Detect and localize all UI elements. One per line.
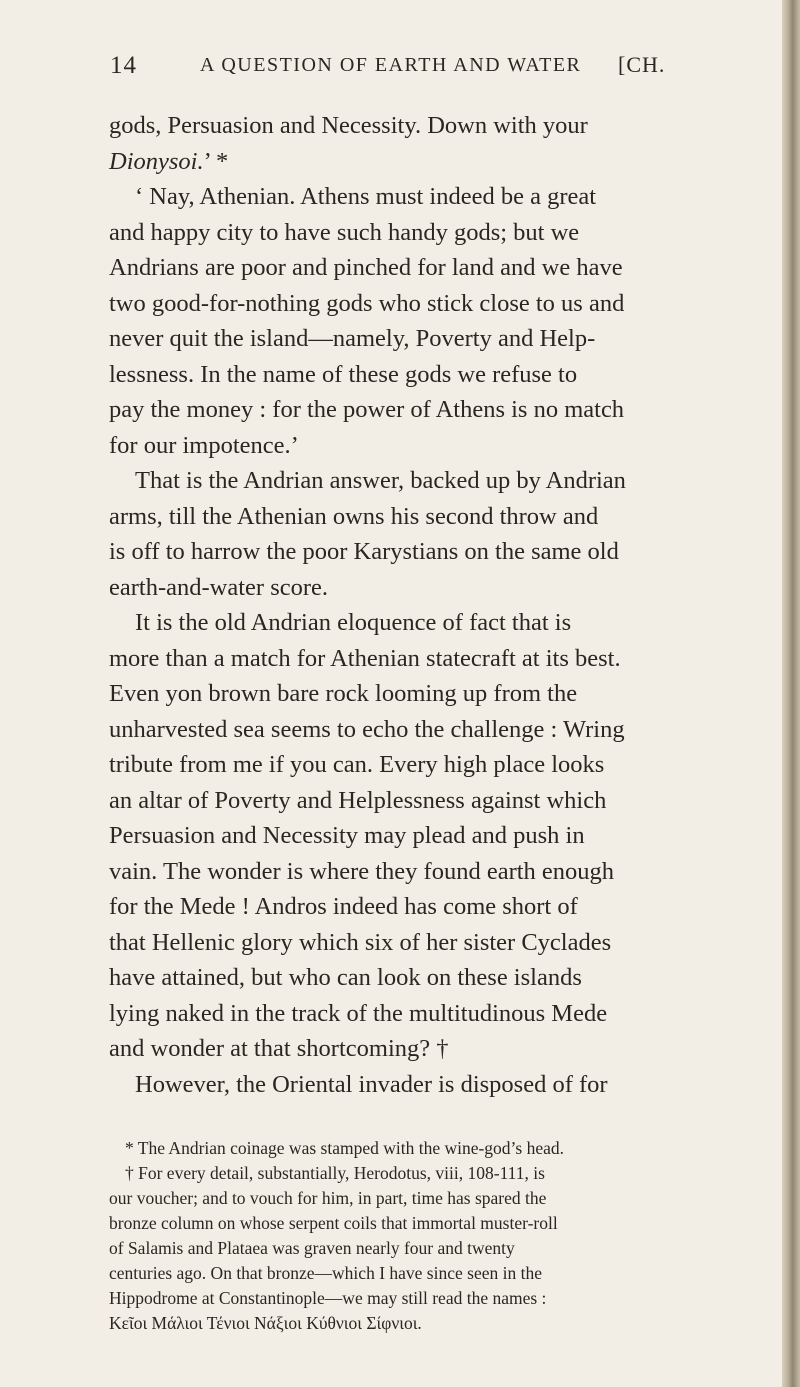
chapter-reference: [CH. bbox=[618, 52, 666, 77]
footnotes bbox=[109, 1136, 709, 1336]
text-line: pay the money : for the power of Athens is no match bbox=[109, 396, 625, 423]
running-title: A QUESTION OF EARTH AND WATER bbox=[200, 54, 582, 76]
text-line: lessness. In the name of these gods we refuse to bbox=[109, 360, 578, 388]
text-line: two good-for-nothing gods who stick close to us and bbox=[109, 289, 625, 317]
footnote-line: centuries ago. On that bronze—which I have since seen in the bbox=[109, 1263, 542, 1283]
text-line: tribute from me if you can. Every high place looks bbox=[109, 751, 605, 778]
text-line: have attained, but who can look on these islands bbox=[109, 964, 582, 991]
text-line: gods, Persuasion and Necessity. Down with your bbox=[109, 112, 588, 139]
text-line: ‘ Nay, Athenian. Athens must indeed be a great bbox=[135, 183, 597, 210]
text-line: Persuasion and Necessity may plead and push in bbox=[109, 822, 585, 849]
text-line: It is the old Andrian eloquence of fact that is bbox=[135, 609, 572, 636]
page-edge bbox=[782, 0, 800, 1387]
text-line: Even yon brown bare rock looming up from the bbox=[109, 680, 578, 707]
footnote-line: * The Andrian coinage was stamped with the wine-god’s head. bbox=[125, 1138, 565, 1158]
footnote-line: our voucher; and to vouch for him, in part, time has spared the bbox=[109, 1188, 547, 1208]
text-line: an altar of Poverty and Helplessness against which bbox=[109, 786, 607, 814]
text-line: for the Mede ! Andros indeed has come short of bbox=[109, 893, 578, 920]
text-line: vain. The wonder is where they found earth enough bbox=[109, 857, 615, 885]
text-line: earth-and-water score. bbox=[109, 573, 329, 601]
footnote-line: of Salamis and Plataea was graven nearly four and twenty bbox=[109, 1238, 515, 1258]
text-line: However, the Oriental invader is disposed of for bbox=[135, 1070, 608, 1098]
text-line: that Hellenic glory which six of her sister Cyclades bbox=[109, 928, 612, 956]
text-line: and happy city to have such handy gods; but we bbox=[109, 218, 580, 246]
text-line: and wonder at that shortcoming? † bbox=[109, 1035, 449, 1062]
footnote-line: † For every detail, substantially, Herodotus, viii, 108-111, is bbox=[125, 1163, 545, 1183]
text-line: more than a match for Athenian statecraft at its best. bbox=[109, 644, 621, 672]
text-line: arms, till the Athenian owns his second throw and bbox=[109, 502, 599, 530]
text-line: is off to harrow the poor Karystians on the same old bbox=[109, 538, 619, 565]
footnote-line: bronze column on whose serpent coils that immortal muster-roll bbox=[109, 1213, 558, 1233]
page-number: 14 bbox=[110, 52, 137, 79]
text-line: Andrians are poor and pinched for land and we have bbox=[109, 254, 623, 281]
text-line: lying naked in the track of the multitudinous Mede bbox=[109, 999, 608, 1027]
text-line: Dionysoi.’ * bbox=[109, 147, 229, 175]
text-line: unharvested sea seems to echo the challenge : Wring bbox=[109, 715, 625, 743]
footnote-line: Hippodrome at Constantinople—we may still read the names : bbox=[109, 1288, 547, 1308]
main-text bbox=[109, 108, 703, 1102]
text-line: That is the Andrian answer, backed up by Andrian bbox=[135, 467, 626, 494]
text-line: never quit the island—namely, Poverty and Help- bbox=[109, 325, 596, 352]
running-head bbox=[110, 52, 710, 92]
text-line: for our impotence.’ bbox=[109, 431, 299, 459]
footnote-line: Κεῖοι Μάλιοι Τένιοι Νάξιοι Κύθνιοι Σίφνιοι. bbox=[109, 1313, 422, 1333]
